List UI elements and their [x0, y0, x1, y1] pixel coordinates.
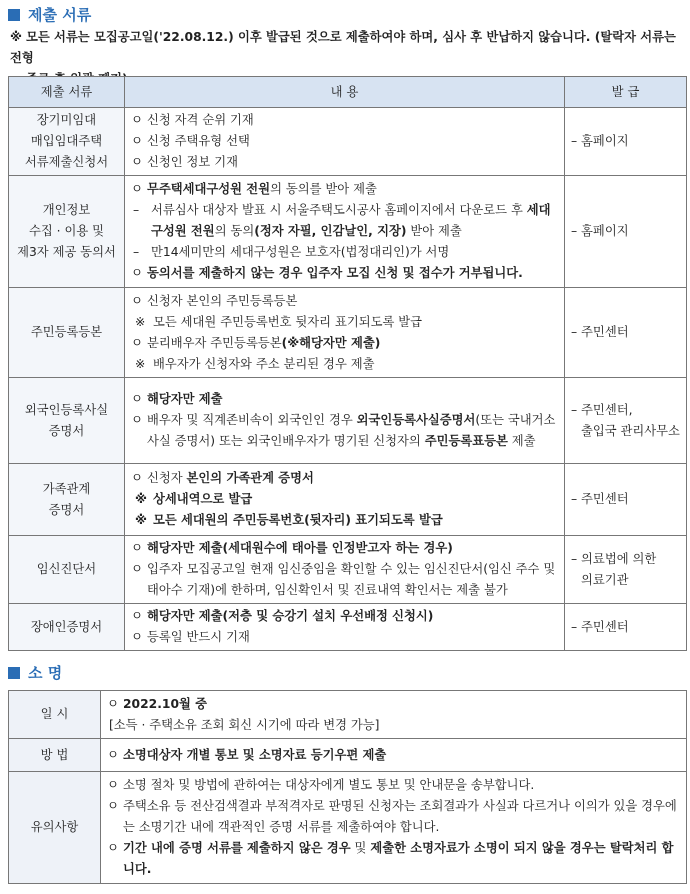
col-header: 발 급	[565, 77, 687, 108]
col-header: 내 용	[125, 77, 565, 108]
doc-name: 장기미임대 매입임대주택 서류제출신청서	[9, 108, 125, 176]
doc-name: 외국인등록사실 증명서	[9, 378, 125, 464]
doc-content: ㅇ 무주택세대구성원 전원의 동의를 받아 제출 – 서류심사 대상자 발표 시 서울주택도시공사 홈페이지에서 다운로드 후 세대구성원 전원의 동의(정자 자필, 인감날인, 지장) 받아 제출 – 만14세미만의 세대구성원은 보호자(법정대리인)가 서명 ㅇ 동의서를 제출하지 않는 경우 입주자 모집 신청 및 접수가 거부됩니다.	[125, 176, 565, 288]
doc-name: 가족관계 증명서	[9, 464, 125, 536]
section-title: 소 명	[28, 664, 63, 682]
section-header-documents	[8, 4, 91, 25]
row-content: ㅇ 2022.10월 중 [소득 · 주택소유 조회 회신 시기에 따라 변경 가능]	[101, 691, 687, 739]
documents-table	[8, 76, 687, 651]
doc-issuer: – 의료법에 의한 의료기관	[565, 536, 687, 604]
doc-name: 주민등록등본	[9, 288, 125, 378]
doc-issuer: – 주민센터	[565, 464, 687, 536]
table-row	[9, 604, 687, 651]
row-label: 일 시	[9, 691, 101, 739]
table-row	[9, 772, 687, 884]
section-bullet-icon	[8, 667, 20, 679]
table-row	[9, 108, 687, 176]
clarification-table	[8, 690, 687, 884]
table-row	[9, 691, 687, 739]
doc-content: ㅇ 신청 자격 순위 기재 ㅇ 신청 주택유형 선택 ㅇ 신청인 정보 기재	[125, 108, 565, 176]
section-bullet-icon	[8, 9, 20, 21]
doc-content: ㅇ 해당자만 제출 ㅇ 배우자 및 직계존비속이 외국인인 경우 외국인등록사실증명서(또는 국내거소사실 증명서) 또는 외국인배우자가 명기된 신청자의 주민등록표등본 제출	[125, 378, 565, 464]
row-content: ㅇ 소명 절차 및 방법에 관하여는 대상자에게 별도 통보 및 안내문을 송부합니다. ㅇ 주택소유 등 전산검색결과 부적격자로 판명된 신청자는 조회결과가 사실과 다르거나 이의가 있을 경우에는 소명기간 내에 객관적인 증명 서류를 제출하여야 합니다. ㅇ 기간 내에 증명 서류를 제출하지 않은 경우 및 제출한 소명자료가 소명이 되지 않을 경우는 탈락처리 합니다.	[101, 772, 687, 884]
notice: ※ 모든 서류는 모집공고일('22.08.12.) 이후 발급된 것으로 제출하여야 하며, 심사 후 반납하지 않습니다. (탈락자 서류는 전형	[10, 30, 676, 65]
section-title: 제출 서류	[28, 6, 92, 24]
row-label: 유의사항	[9, 772, 101, 884]
doc-content: ㅇ 신청자 본인의 주민등록등본 ※ 모든 세대원 주민등록번호 뒷자리 표기되도록 발급 ㅇ 분리배우자 주민등록등본(※해당자만 제출) ※ 배우자가 신청자와 주소 분리된 경우 제출	[125, 288, 565, 378]
doc-issuer: – 주민센터	[565, 604, 687, 651]
table-row	[9, 464, 687, 536]
doc-issuer: – 홈페이지	[565, 108, 687, 176]
doc-content: ㅇ 신청자 본인의 가족관계 증명서 ※ 상세내역으로 발급 ※ 모든 세대원의 주민등록번호(뒷자리) 표기되도록 발급	[125, 464, 565, 536]
doc-name: 개인정보 수집 · 이용 및 제3자 제공 동의서	[9, 176, 125, 288]
table-row	[9, 739, 687, 772]
table-row	[9, 378, 687, 464]
col-header: 제출 서류	[9, 77, 125, 108]
table-row	[9, 176, 687, 288]
table-row	[9, 536, 687, 604]
doc-content: ㅇ 해당자만 제출(저층 및 승강기 설치 우선배정 신청시) ㅇ 등록일 반드시 기재	[125, 604, 565, 651]
table-row	[9, 288, 687, 378]
doc-name: 장애인증명서	[9, 604, 125, 651]
table-header-row	[9, 77, 687, 108]
section-header-clarification	[8, 662, 62, 683]
doc-issuer: – 주민센터, 출입국 관리사무소	[565, 378, 687, 464]
doc-name: 임신진단서	[9, 536, 125, 604]
doc-issuer: – 주민센터	[565, 288, 687, 378]
doc-issuer: – 홈페이지	[565, 176, 687, 288]
doc-content: ㅇ 해당자만 제출(세대원수에 태아를 인정받고자 하는 경우) ㅇ 입주자 모집공고일 현재 임신중임을 확인할 수 있는 임신진단서(임신 주수 및 태아수 기재)에 한하며, 임신확인서 및 진료내역 확인서는 제출 불가	[125, 536, 565, 604]
row-label: 방 법	[9, 739, 101, 772]
row-content: ㅇ 소명대상자 개별 통보 및 소명자료 등기우편 제출	[101, 739, 687, 772]
